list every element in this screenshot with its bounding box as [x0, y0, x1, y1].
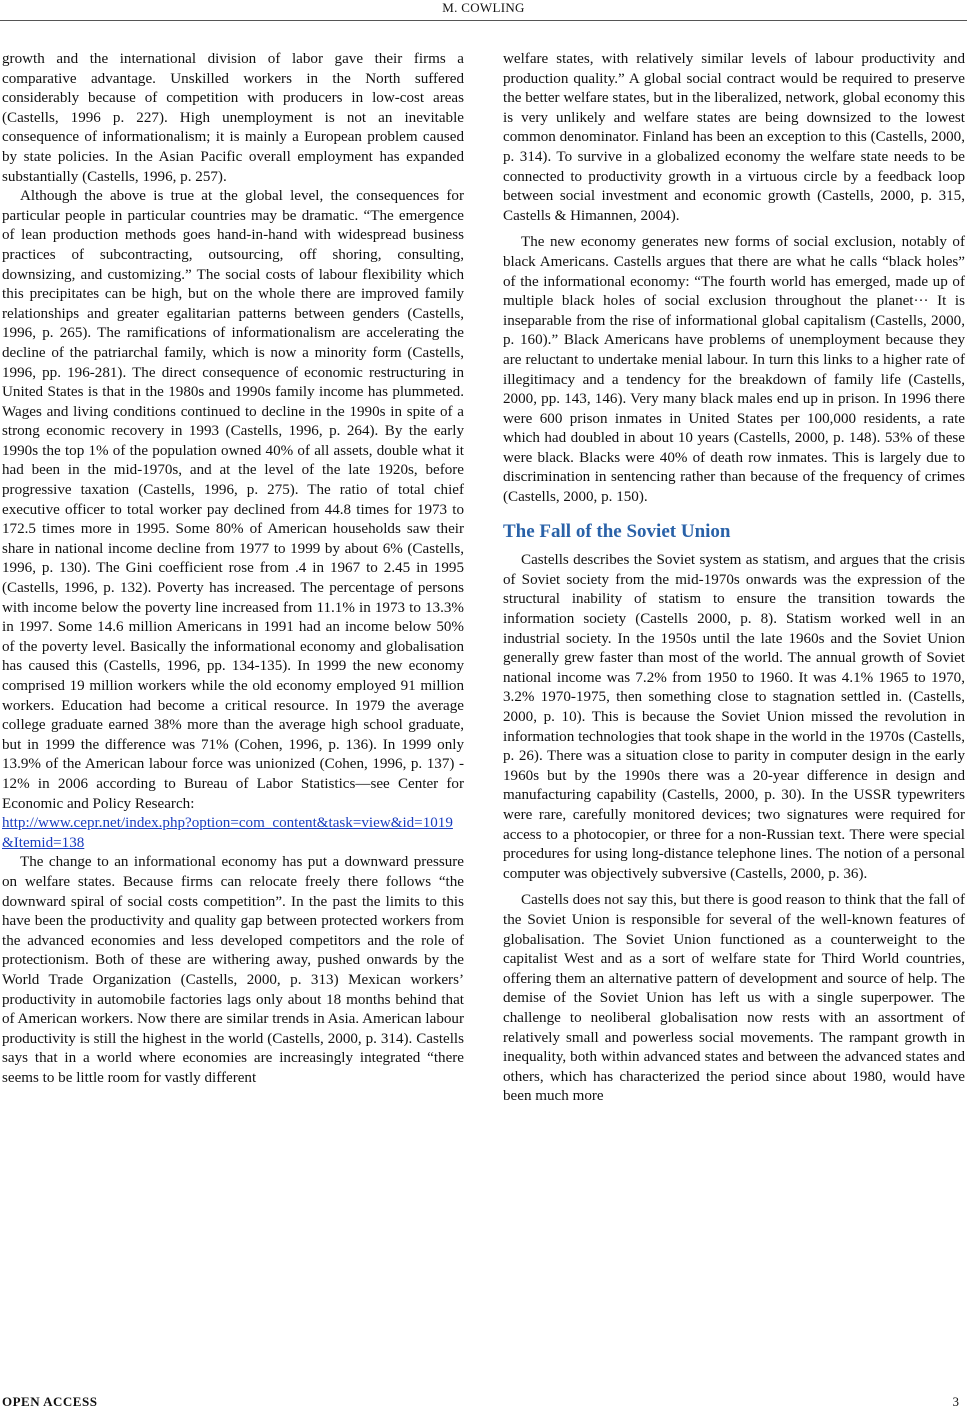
open-access-label: OPEN ACCESS	[2, 1394, 98, 1409]
paragraph: welfare states, with relatively similar levels of labour productivity and production quality.” A global social contract would be required to preserve the better welfare states, but in the liberalized, network, global economy this is very unlikely and welfare states are being downsized to the lowest common denominator. Finland has been an exception to this (Castells, 2000, p. 314). To survive in a globalized economy the welfare state needs to be connected to productivity growth in a virtuous circle by a feedback loop between social investment and economic growth (Castells, 2000, p. 315, Castells & Himannen, 2004).	[503, 51, 965, 224]
right-column	[503, 50, 965, 1107]
paragraph: Although the above is true at the global level, the consequences for particular people in particular countries may be dramatic. “The emergence of lean production methods goes hand-in-hand with widespread business practices of subcontracting, outsourcing, off shoring, consulting, downsizing, and customizing.” The social costs of labour flexibility which this precipitates can be high, but on the whole there are improved family relationships and greater egalitarian patterns between genders (Castells, 1996, p. 265). The ramifications of informationalism are accelerating the decline of the patriarchal family, which is now a minority form (Castells, 1996, pp. 196-281). The direct consequence of economic restructuring in United States is that in the 1980s and 1990s family income has plummeted. Wages and living conditions continued to decline in the 1990s in spite of a strong economic recovery in 1993 (Castells, 1996, p. 264). By the early 1990s the top 1% of the population owned 40% of all assets, double what it had been in the mid-1970s, and at the level of the late 1920s, before progressive taxation (Castells, 1996, p. 275). The ratio of total chief executive officer to total worker pay declined from 44.8 times for 1973 to 172.5 times more in 1995. Some 80% of American households saw their share in national income decline from 1977 to 1999 by about 6% (Castells, 1996, p. 130). The Gini coefficient rose from .4 in 1967 to 2.45 in 1995 (Castells, 1996, p. 132). Poverty has increased. The percentage of persons with income below the poverty line increased from 11.1% in 1973 to 13.3% in 1997. Some 14.6 million Americans in 1991 had an income below 50% of the poverty level. Basically the informational economy and globalisation has caused this (Castells, 1996, pp. 134-135). In 1999 the new economy comprised 19 million workers while the old economy employed 91 million workers. Education had become a critical resource. In 1979 the average college graduate earned 38% more than the average high school graduate, but in 1999 the difference was 71% (Cohen, 1996, p. 136). In 1999 only 13.9% of the American labour force was unionized (Cohen, 1996, p. 137) - 12% in 2006 according to Bureau of Labor Statistics—see Center for Economic and Policy Research:	[2, 188, 464, 812]
paragraph: The new economy generates new forms of social exclusion, notably of black Americans. Castells argues that there are what he calls “black holes” of the informational economy: “The fourth world has emerged, made up of multiple black holes of social exclusion throughout the planet··· It is inseparable from the rise of informational global capitalism (Castells, 2000, p. 160).” Black Americans have problems of unemployment because they are reluctant to undertake menial labour. In turn this links to a higher rate of illegitimacy and a tendency for the breakdown of family life (Castells, 2000, pp. 143, 146). Very many black males end up in prison. In 1996 there were 600 prison inmates in United States per 100,000 residents, a rate which had doubled in about 10 years (Castells, 2000, p. 148). 53% of these were black. Blacks were 40% of death row inmates. This is largely due to discrimination in sentencing rather than because of the frequency of crimes (Castells, 2000, p. 150).	[503, 234, 965, 506]
paragraph: growth and the international division of labor gave their firms a comparative advantage. Unskilled workers in the North suffered considerably because of competition with producers in low-cost areas (Castells, 1996 p. 227). High unemployment is not an inevitable consequence of informationalism; it is mainly a European problem caused by state policies. In the Asian Pacific overall employment has expanded substantially (Castells, 1996, p. 257).	[2, 51, 464, 185]
section-heading: The Fall of the Soviet Union	[503, 520, 731, 542]
paragraph: Castells describes the Soviet system as statism, and argues that the crisis of Soviet society from the mid-1970s onwards was the expression of the structural inability of statism to ensure the transition towards the information society (Castells 2000, p. 8). Statism worked well in an industrial society. In the 1950s until the late 1960s and the Soviet Union generally grew faster than most of the world. The annual growth of Soviet national income was 7.2% from 1950 to 1960. It was 4.1% 1965 to 1970, 3.2% 1970-1975, then something close to stagnation settled in. (Castells, 2000, p. 10). This is because the Soviet Union missed the revolution in information technologies that took shape in the world in the 1970s (Castells, p. 26). There was a situation close to parity in computer design in the early 1960s but by the 1990s there was a 20-year difference in design and manufacturing capability (Castells, 2000, p. 30). In the USSR typewriters were rare, carefully monitored devices; two signatures were required for access to a photocopier, or three for a non-Russian text. There were special procedures for using long-distance telephone lines. The notion of a personal computer was objectively subversive (Castells, 2000, p. 36).	[503, 552, 965, 882]
header-rule	[0, 20, 967, 21]
paragraph: Castells does not say this, but there is good reason to think that the fall of the Soviet Union is responsible for several of the well-known features of globalisation. The Soviet Union functioned as a counterweight to the capitalist West and as a sort of welfare state for Third World countries, offering them an alternative pattern of development and source of help. The demise of the Soviet Union has left us with a single superpower. The challenge to neoliberal globalisation now rests with an assortment of relatively small and powerless social movements. The rampant growth in inequality, both within advanced states and between the advanced states and others, which has characterized the period since about 1980, would have been much more	[503, 892, 965, 1105]
paragraph: The change to an informational economy has put a downward pressure on welfare states. Because firms can relocate freely there follows “the downward spiral of social costs competition”. In the past the limits to this have been the productivity and quality gap between protected workers from the advanced economies and less developed competitors and the role of protectionism. Both of these are withering away, pushed onwards by the World Trade Organization (Castells, 2000, p. 313) Mexican workers’ productivity in automobile factories lags only about 18 months behind that of American workers. Now there are similar trends in Asia. American labour productivity is still the highest in the world (Castells, 2000, p. 314). Castells says that in a world where economies are increasingly integrated “there seems to be little room for vastly different	[2, 854, 464, 1086]
page-number: 3	[952, 1394, 959, 1409]
left-column	[2, 50, 464, 1088]
running-head: M. COWLING	[442, 0, 525, 15]
cepr-link[interactable]: http://www.cepr.net/index.php?option=com_content&task=view&id=1019&Itemid=138	[2, 815, 453, 851]
